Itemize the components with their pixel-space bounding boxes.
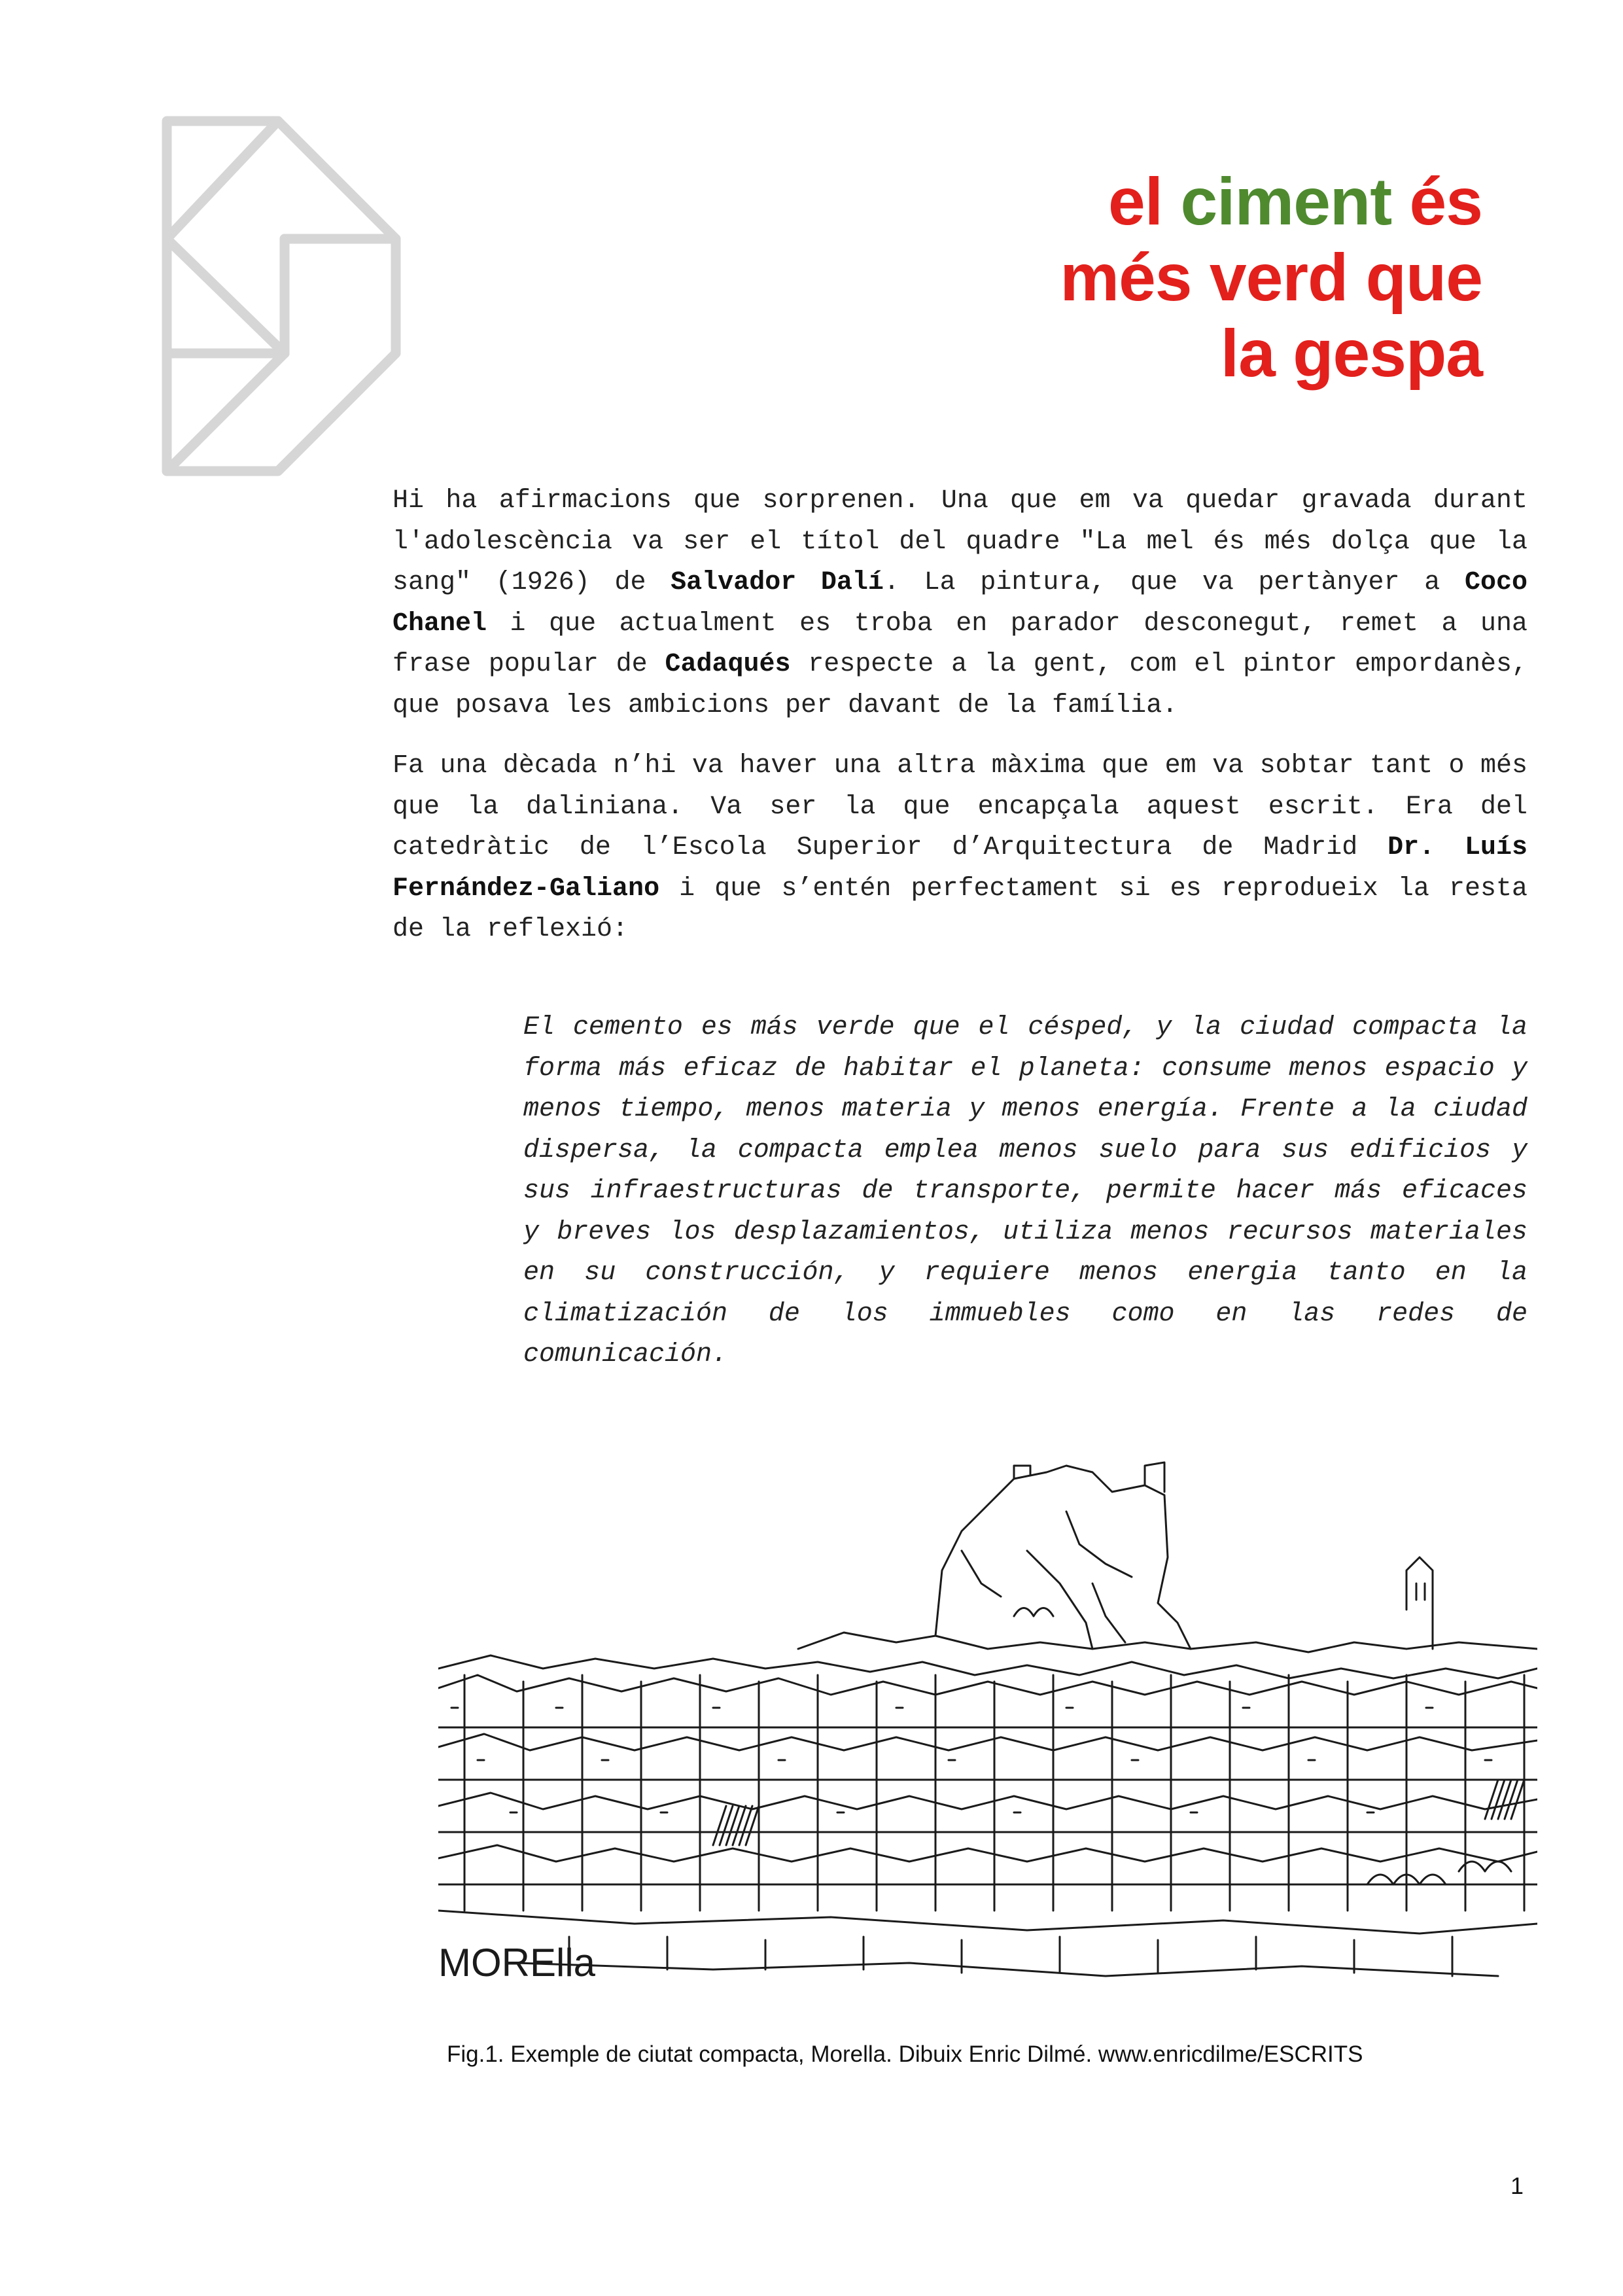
title-line-3: la gespa — [1220, 316, 1482, 391]
paragraph-2: Fa una dècada n’hi va haver una altra màxima que em va sobtar tant o més que la daliniana. Va ser la que encapçala aquest escrit. Era del catedràtic de l’Escola Superior d’Arquitectura de Madrid Dr. Luís Fernández-Galiano i que s’entén perfectament si es reprodueix la resta de la reflexió: — [393, 751, 1527, 944]
name-cadaques: Cadaqués — [665, 650, 791, 679]
paragraph-1: Hi ha afirmacions que sorprenen. Una que em va quedar gravada durant l'adolescència va ser el títol del quadre "La mel és més dolça que la sang" (1926) de Salvador Dalí. La pintura, que va pertànyer a Coco Chanel i que actualment es troba en parador desconegut, remet a una frase popular de Cadaqués respecte a la gent, com el pintor empordanès, que posava les ambicions per davant de la família. — [393, 486, 1527, 720]
name-fernandez-galiano: Dr. Luís Fernández-Galiano — [393, 833, 1527, 904]
figure-caption: Fig.1. Exemple de ciutat compacta, Morella. Dibuix Enric Dilmé. www.enricdilme/ESCRITS — [447, 2041, 1363, 2067]
article-title — [1060, 164, 1482, 391]
page-number: 1 — [1510, 2172, 1524, 2199]
name-coco-chanel: Coco Chanel — [393, 568, 1527, 639]
title-line-1: el ciment és — [1108, 164, 1482, 239]
title-line-2: més verd que — [1060, 240, 1482, 315]
brand-logo-icon — [160, 115, 409, 481]
morella-sketch — [438, 1453, 1537, 2009]
name-salvador-dali: Salvador Dalí — [671, 568, 884, 597]
block-quote: El cemento es más verde que el césped, y la ciudad compacta la forma más eficaz de habitar el planeta: consume menos espacio y menos tiempo, menos materia y menos energía. Frente a la ciudad dispersa, la compacta emplea menos suelo para sus edificios y sus infraestructuras de transporte, permite hacer más eficaces y breves los desplazamientos, utiliza menos recursos materiales en su construcción, y requiere menos energia tanto en la climatización de los immuebles como en las redes de comunicación. — [523, 1013, 1527, 1369]
sketch-signature: MORElla — [438, 1941, 596, 1985]
title-highlight-word: ciment — [1180, 164, 1392, 239]
article-body — [393, 481, 1527, 951]
